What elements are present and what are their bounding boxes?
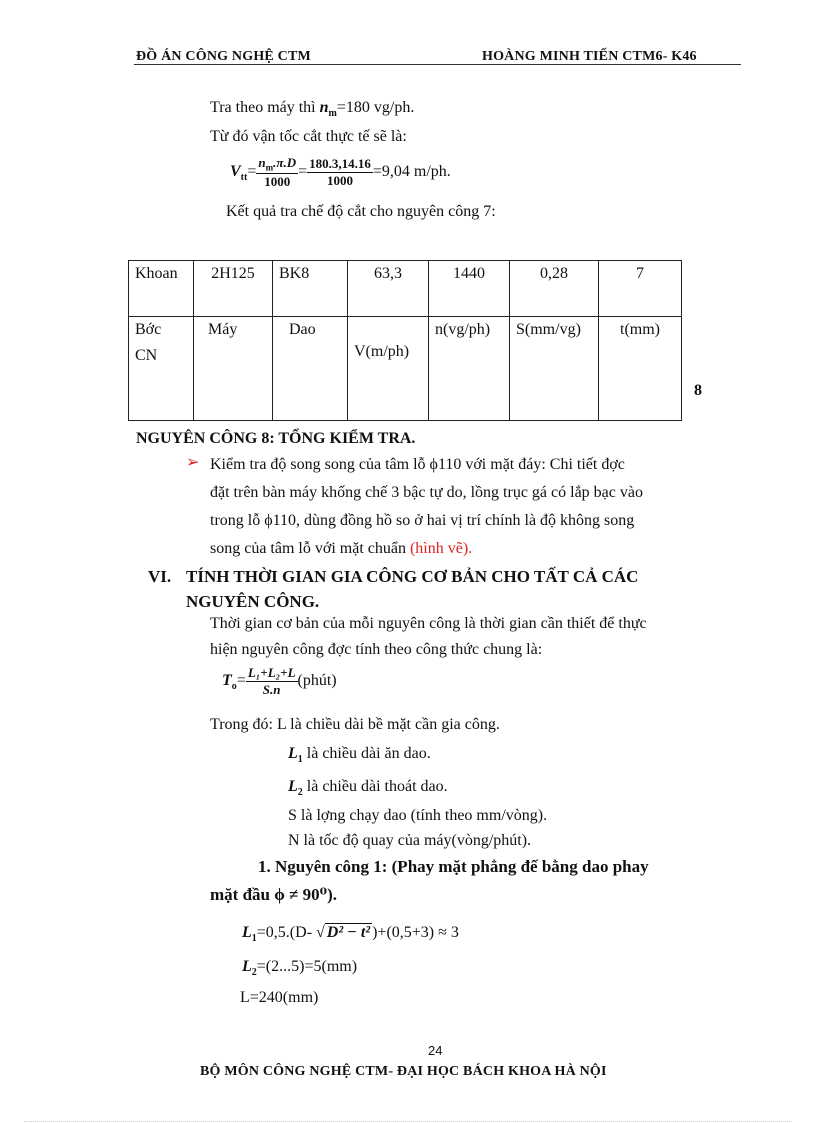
op1-title: 1. Nguyên công 1: (Phay mặt phẳng đế bằng dao phay <box>258 857 649 876</box>
header-rule <box>134 64 741 65</box>
l2-formula: $L_2=(2...5)=5(mm)$ <box>242 958 358 979</box>
cutting-speed-formula: $V_{tt}=$ $\frac{n_m.\pi.D}{1000}$ = $\frac{180.3,14.16}{1000}$ =9,04 m/ph. <box>230 155 451 189</box>
cutting-mode-table <box>128 260 682 421</box>
op1-title-cont: mặt đầu ϕ ≠ 90⁰). <box>210 885 338 904</box>
l1-definition: $L_1$ là chiều dài ăn dao. <box>288 745 431 766</box>
table-row: Khoan 2H125 BK8 63,3 1440 0,28 7 <box>129 261 682 317</box>
figure-reference: (hình vẽ). <box>409 540 473 557</box>
fraction-symbolic: $\frac{n_m.\pi.D}{1000}$ <box>258 155 297 189</box>
table-row: Bớc CN Máy Dao V(m/ph) n(vg/ph) S(mm/vg) t(mm) <box>129 317 682 421</box>
section6-para-1: Thời gian cơ bản của mỗi nguyên công là thời gian cần thiết để thực <box>210 615 647 632</box>
header-left: ĐỒ ÁN CÔNG NGHỆ CTM <box>136 49 311 64</box>
op8-line-3: trong lỗ ϕ110, dùng đồng hồ so ở hai vị trí chính là độ không song <box>210 512 635 529</box>
header-right: HOÀNG MINH TIẾN CTM6- K46 <box>482 49 697 64</box>
op8-line-2: đặt trên bàn máy khống chế 3 bậc tự do, lồng trục gá có lắp bạc vào <box>210 484 643 501</box>
s-definition: S là lợng chạy dao (tính theo mm/vòng). <box>288 807 548 824</box>
op8-line-1: Kiểm tra độ song song của tâm lỗ ϕ110 với mặt đáy: Chi tiết đợc <box>210 456 625 473</box>
page-number: 24 <box>428 1043 443 1058</box>
page-edge-divider <box>24 1121 792 1122</box>
op8-line-4: song của tâm lỗ với mặt chuẩn (hình vẽ). <box>210 540 473 557</box>
section-title-cont: NGUYÊN CÔNG. <box>186 592 320 611</box>
sqrt-expression: D² − t² <box>326 924 371 941</box>
l2-definition: $L_2$ là chiều dài thoát dao. <box>288 778 448 799</box>
where-line: Trong đó: L là chiều dài bề mặt cần gia công. <box>210 716 500 733</box>
cutting-speed-intro: Từ đó vận tốc cắt thực tế sẽ là: <box>210 128 407 145</box>
side-page-number: 8 <box>694 382 702 399</box>
machine-speed-line: Tra theo máy thì $n_m=180$ vg/ph. <box>210 99 415 120</box>
fraction-numeric: $\frac{180.3,14.16}{1000}$ <box>309 155 371 188</box>
footer-text: BỘ MÔN CÔNG NGHỆ CTM- ĐẠI HỌC BÁCH KHOA HÀ NỘI <box>200 1064 607 1079</box>
time-formula: $T_o=$ $\frac{\text{L₁+L₂+L}}{S.n}$ (phút) <box>222 665 337 697</box>
length-value: L=240(mm) <box>240 989 319 1006</box>
section-title: TÍNH THỜI GIAN GIA CÔNG CƠ BẢN CHO TẤT CẢ CÁC <box>186 567 639 586</box>
result-intro: Kết quả tra chế độ cắt cho nguyên công 7: <box>226 203 496 220</box>
section6-para-2: hiện nguyên công đợc tính theo công thức chung là: <box>210 641 543 658</box>
section-number: VI. <box>148 567 172 586</box>
op8-title: NGUYÊN CÔNG 8: TỔNG KIỂM TRA. <box>136 430 416 447</box>
time-fraction: $\frac{\text{L₁+L₂+L}}{S.n}$ <box>247 665 296 697</box>
l1-formula: $L_1=0,5.(D-$ √ D² − t² )+(0,5+3) ≈ 3 <box>242 924 459 945</box>
n-definition: N là tốc độ quay của máy(vòng/phút). <box>288 832 532 849</box>
arrow-bullet-icon: ➢ <box>186 454 200 471</box>
